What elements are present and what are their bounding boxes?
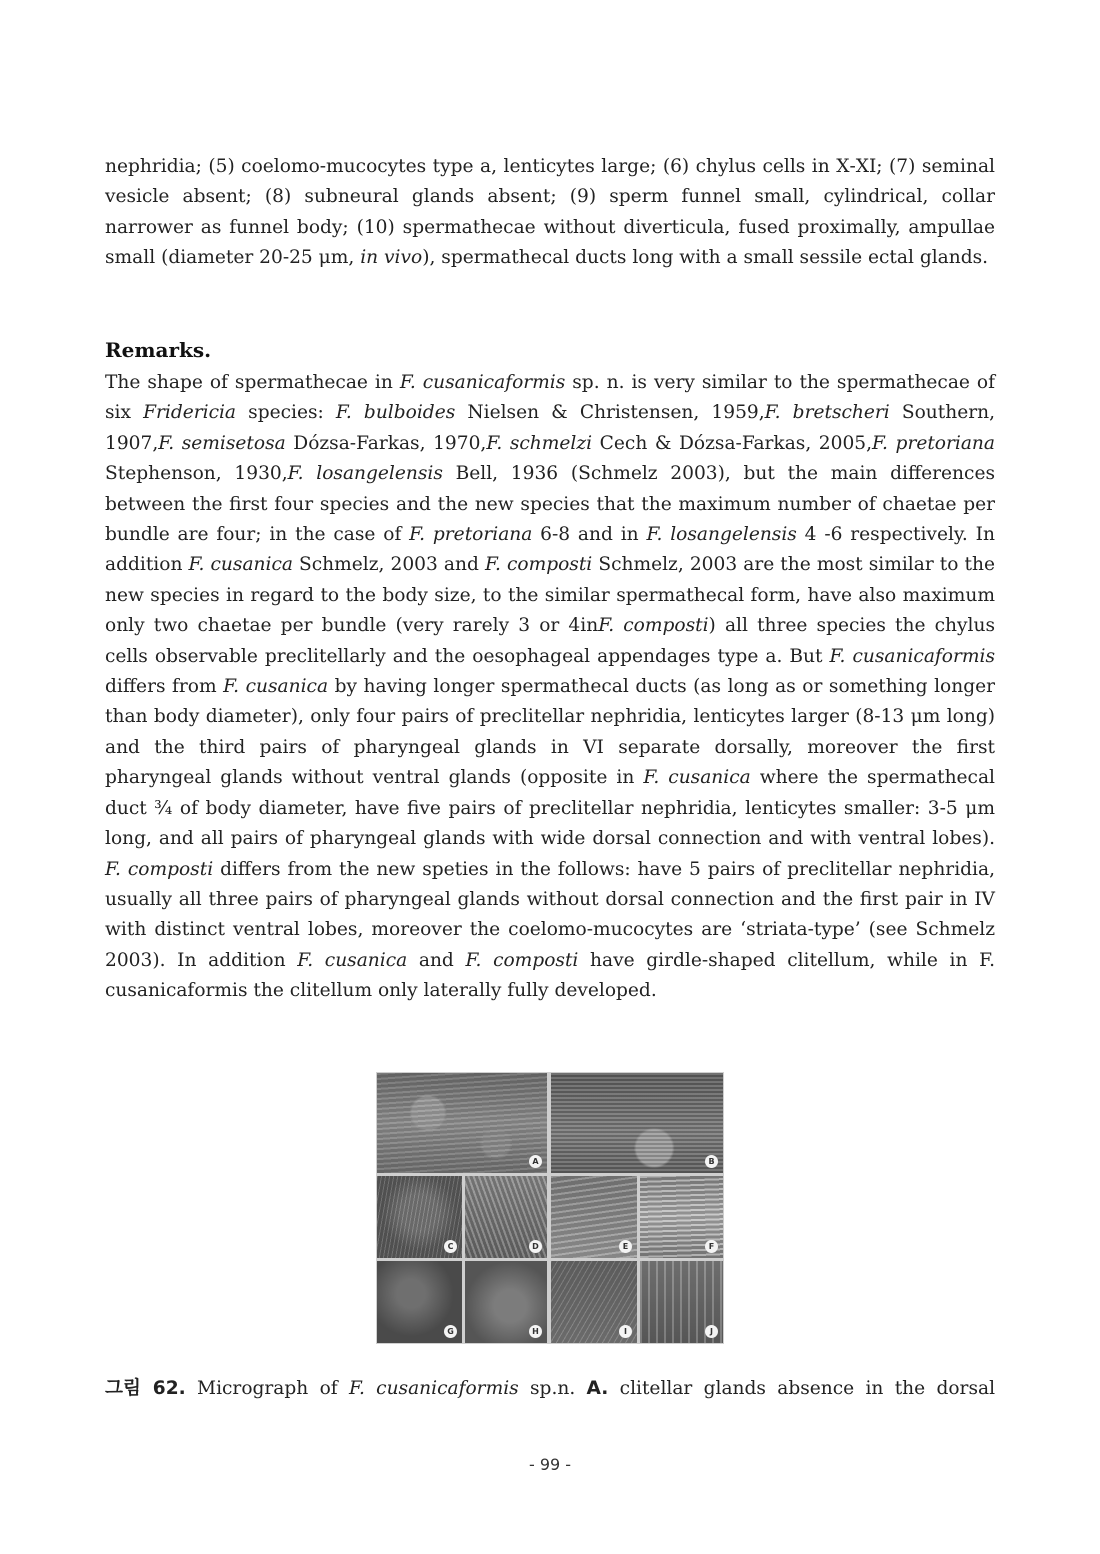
text-run: Dózsa-Farkas, 1970, bbox=[285, 432, 487, 454]
text-run: nephridia; (5) coelomo-mucocytes type a, lenticytes large; (6) chylus cells in X‑XI; (7) seminal vesicle absent; (8) subneural glands absent; (9) sperm funnel small, cylindrical, collar narrower as funnel body; (10) spermathecae without diverticula, fused proximally, ampullae small (diameter 20‑25 μm, bbox=[105, 156, 995, 269]
panel-label: B bbox=[705, 1155, 718, 1168]
panel-label: C bbox=[444, 1240, 457, 1253]
species-name: F. cusanicaformis bbox=[348, 1378, 519, 1399]
text-run: species: bbox=[236, 402, 336, 424]
text-run: clitellar glands absence in the dorsal bbox=[608, 1378, 996, 1399]
panel-label: F bbox=[705, 1240, 718, 1253]
micrograph-panel-i bbox=[551, 1261, 637, 1343]
micrograph-panel-f bbox=[640, 1176, 723, 1258]
panel-label: J bbox=[705, 1325, 718, 1338]
species-name: F. pretoriana bbox=[409, 524, 533, 546]
species-name: F. cusanica bbox=[188, 554, 293, 576]
text-run: sp. n. is very similar to the spermathecae of six bbox=[105, 372, 995, 424]
text-run: Micrograph of bbox=[185, 1378, 349, 1399]
figure-number: 그림 62. bbox=[105, 1378, 186, 1399]
text-run: ) all three species the chylus cells observable preclitellarly and the oesophageal appendages type a. But bbox=[105, 615, 996, 667]
text-run: differs from bbox=[105, 676, 224, 698]
species-name: F. composti bbox=[465, 949, 579, 971]
text-run: Schmelz, 2003 and bbox=[292, 554, 485, 576]
text-run: Nielsen & Christensen, 1959, bbox=[455, 402, 765, 424]
panel-label: H bbox=[529, 1325, 542, 1338]
panel-reference: A. bbox=[586, 1378, 609, 1399]
micrograph-panel-e bbox=[551, 1176, 637, 1258]
species-name: F. cusanicaformis bbox=[399, 372, 566, 393]
section-heading-remarks: Remarks. bbox=[105, 338, 212, 362]
remarks-paragraph bbox=[105, 368, 995, 1007]
panel-label: A bbox=[529, 1155, 542, 1168]
micrograph-panel-d bbox=[465, 1176, 547, 1258]
text-run: The shape of spermathecae in bbox=[105, 372, 400, 393]
species-name: F. cusanica bbox=[297, 949, 408, 971]
species-name: F. bretscheri bbox=[764, 402, 890, 424]
text-run: ), spermathecal ducts long with a small sessile ectal glands. bbox=[422, 247, 989, 269]
text-run: Schmelz, 2003 are the most similar to the new species in regard to the body size, to the similar spermathecal form, have also maximum only two chaetae per bundle (very rarely 3 or 4in bbox=[105, 554, 995, 637]
micrograph-panel-g bbox=[377, 1261, 462, 1343]
figure-caption bbox=[105, 1374, 995, 1404]
species-name: F. composti bbox=[484, 554, 593, 576]
species-name: F. semisetosa bbox=[158, 432, 286, 454]
micrograph-panel-b bbox=[551, 1073, 723, 1173]
panel-label: I bbox=[619, 1325, 632, 1338]
panel-label: G bbox=[444, 1325, 457, 1338]
micrograph-figure bbox=[376, 1072, 724, 1344]
panel-label: E bbox=[619, 1240, 632, 1253]
species-name: F. losangelensis bbox=[646, 524, 797, 546]
text-run: 6‑8 and in bbox=[532, 524, 647, 546]
species-name: F. cusanica bbox=[223, 676, 329, 698]
species-name: F. pretoriana bbox=[872, 432, 995, 454]
species-name: F. composti bbox=[598, 615, 709, 637]
body-paragraph-top bbox=[105, 152, 995, 274]
species-name: F. schmelzi bbox=[486, 432, 593, 454]
text-run: and bbox=[407, 949, 466, 971]
italic-term: in vivo bbox=[360, 247, 423, 269]
text-run: by having longer spermathecal ducts (as long as or something longer than body diameter), only four pairs of preclitellar nephridia, lenticytes larger (8‑13 μm long) and the third pairs of pharyngeal glands in VI separate dorsally, moreover the first pharyngeal glands without ventral glands (opposite in bbox=[105, 676, 995, 789]
text-run: Southern, 1907, bbox=[105, 402, 995, 454]
species-name: F. cusanica bbox=[643, 767, 751, 789]
page-number: - 99 - bbox=[528, 1455, 572, 1474]
species-name: F. cusanicaformis bbox=[829, 645, 995, 667]
species-name: F. composti bbox=[105, 858, 214, 880]
text-run: differs from the new speties in the follows: have 5 pairs of preclitellar nephridia, usually all three pairs of pharyngeal glands without dorsal connection and the first pair in IV with distinct ventral lobes, moreover the coelomo-mucocytes are ‘striata-type’ (see Schmelz 2003). In addition bbox=[105, 858, 995, 971]
text-run: Stephenson, 1930, bbox=[105, 463, 288, 485]
text-run: where the spermathecal duct ¾ of body diameter, have five pairs of preclitellar nephridia, lenticytes smaller: 3‑5 μm long, and all pairs of pharyngeal glands with wide dorsal connection and with ventral lobes). bbox=[105, 767, 996, 850]
text-run: Bell, 1936 (Schmelz 2003), but the main differences between the first four species and the new species that the maximum number of chaetae per bundle are four; in the case of bbox=[105, 463, 995, 546]
text-run: have girdle-shaped clitellum, while in F. cusanicaformis the clitellum only laterally fully developed. bbox=[105, 949, 995, 1002]
micrograph-panel-j bbox=[640, 1261, 723, 1343]
text-run: 4 ‑6 respectively. In addition bbox=[105, 524, 995, 576]
text-run: sp.n. bbox=[518, 1378, 587, 1399]
text-run: Cech & Dózsa-Farkas, 2005, bbox=[592, 432, 873, 454]
micrograph-panel-a bbox=[377, 1073, 547, 1173]
panel-label: D bbox=[529, 1240, 542, 1253]
micrograph-panel-c bbox=[377, 1176, 462, 1258]
species-name: F. losangelensis bbox=[287, 463, 443, 485]
genus-name: Fridericia bbox=[143, 402, 237, 424]
micrograph-panel-h bbox=[465, 1261, 547, 1343]
species-name: F. bulboides bbox=[335, 402, 456, 424]
